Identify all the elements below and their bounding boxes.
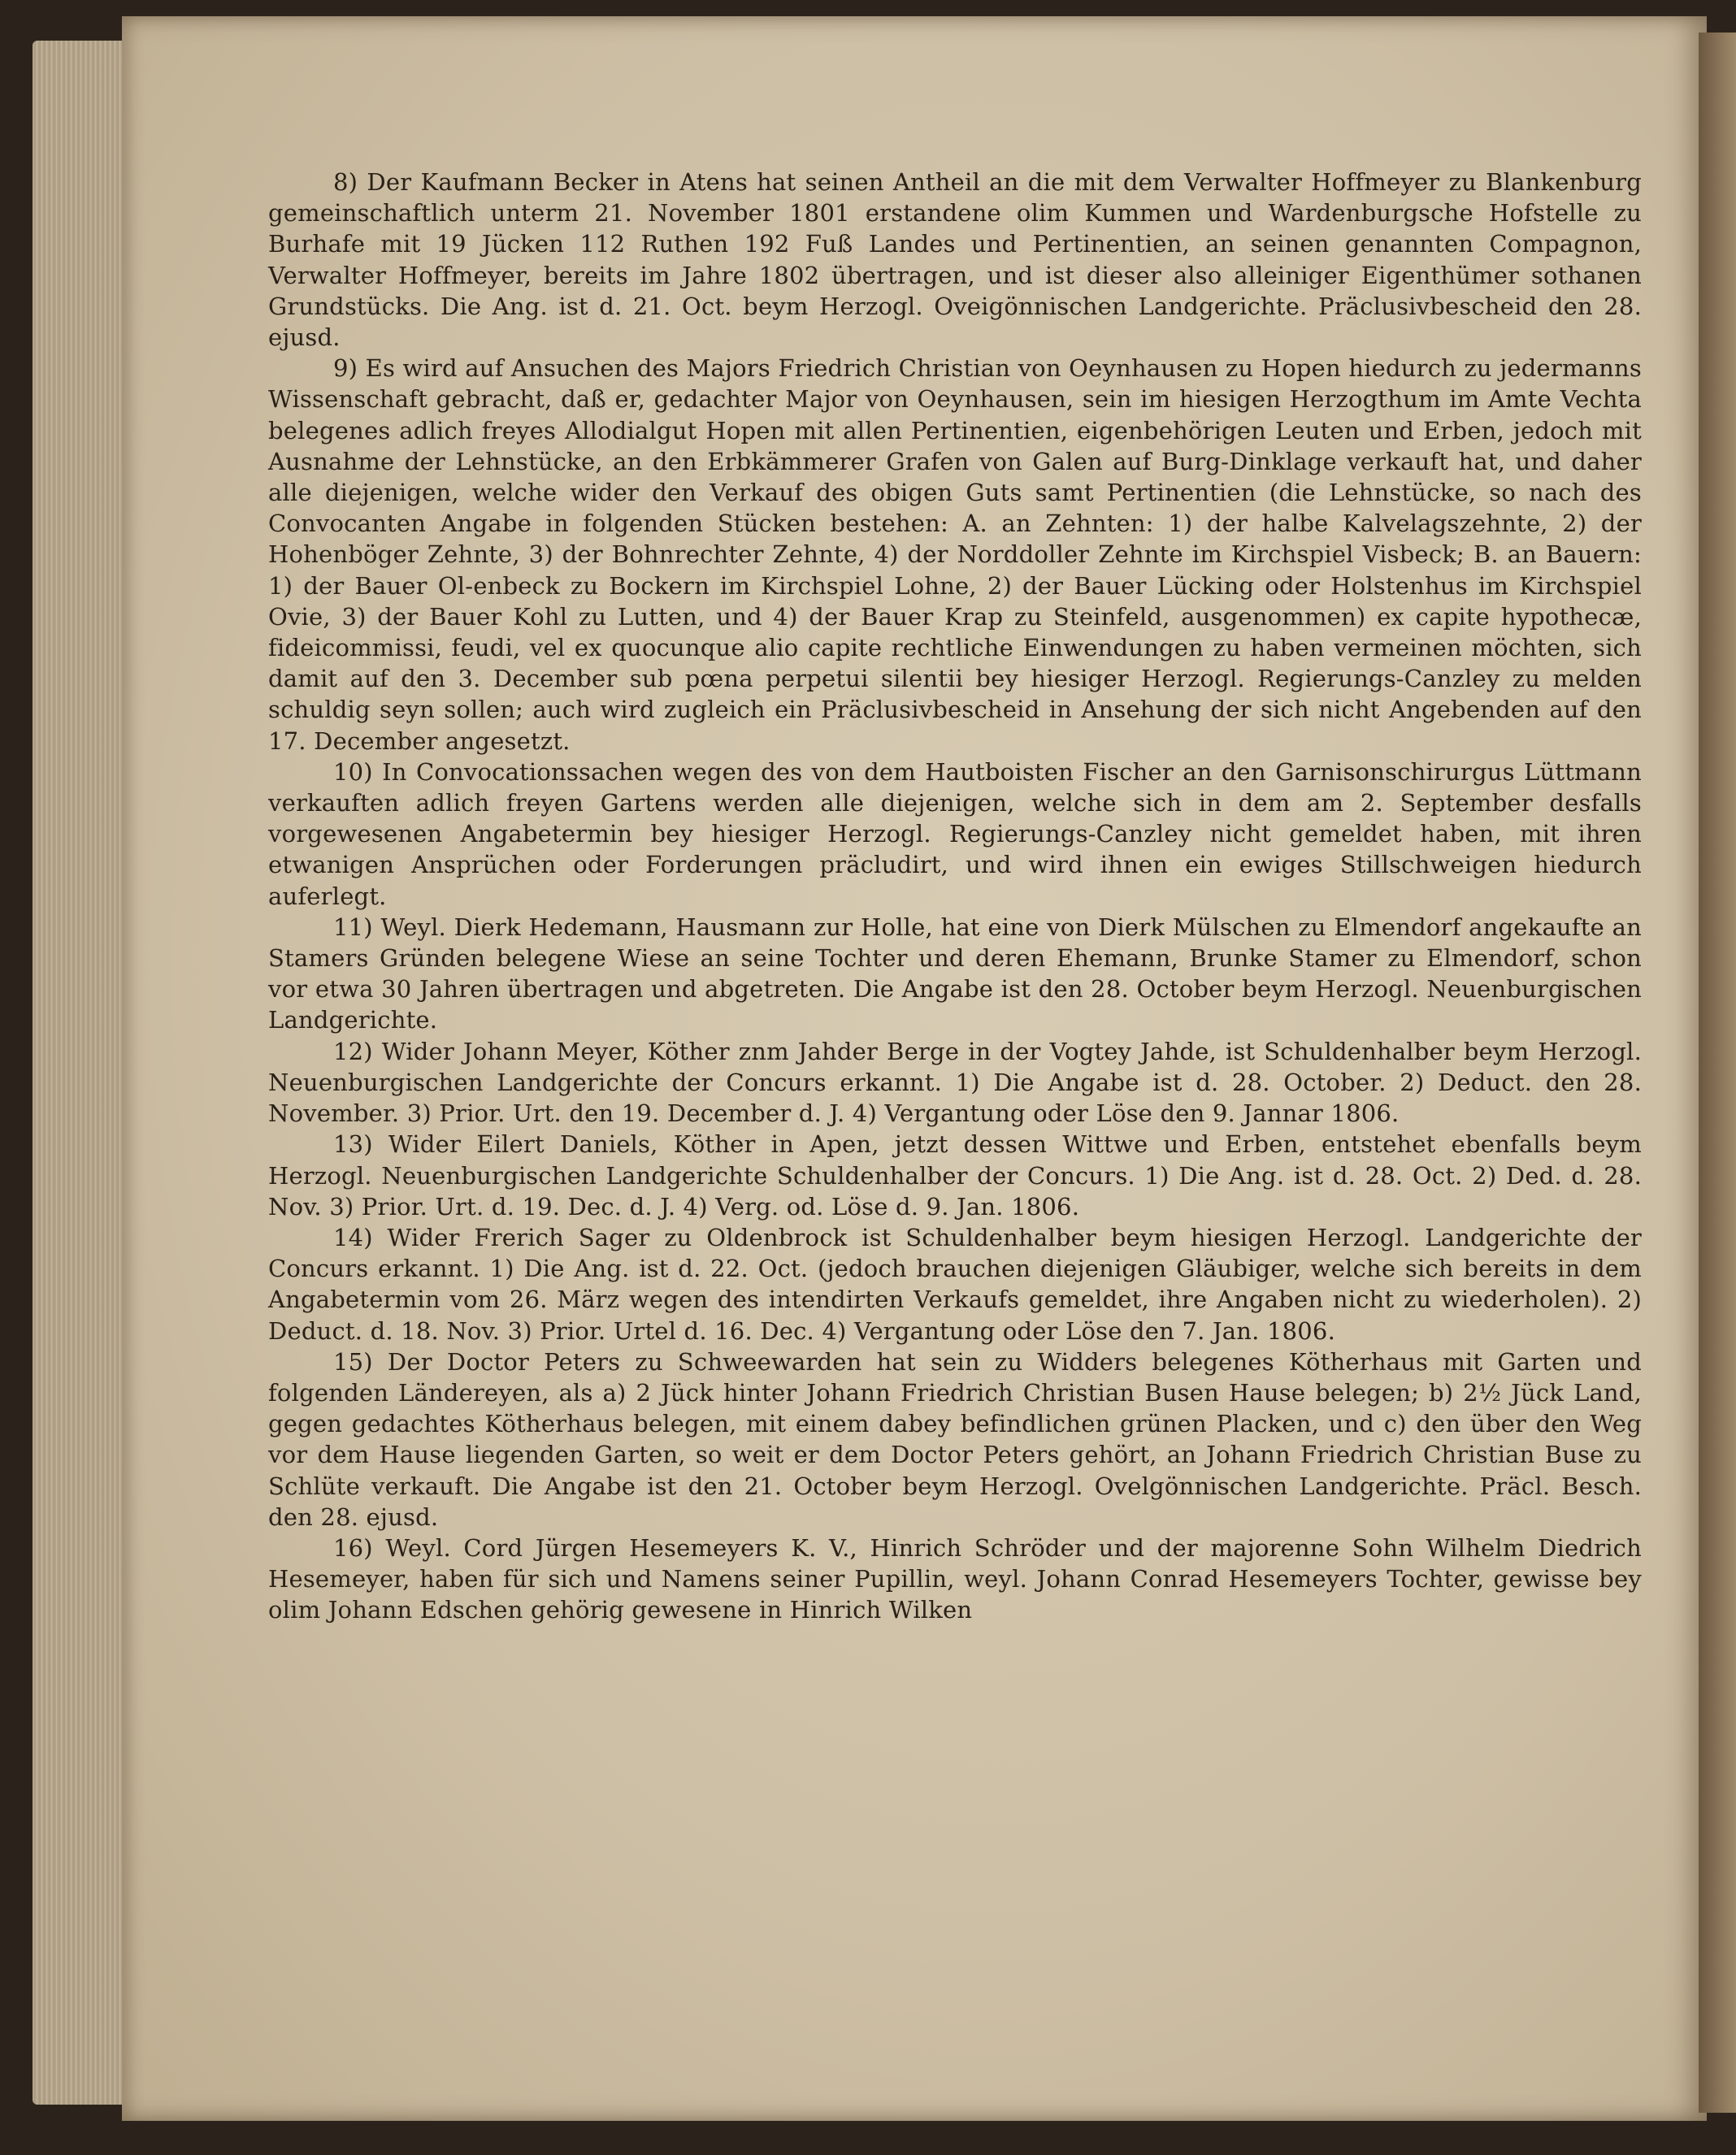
paragraph-9: 9) Es wird auf Ansuchen des Majors Friedrich Christian von Oeynhausen zu Hopen hiedurch zu jedermanns Wissenschaft gebracht, daß er, gedachter Major von Oeynhausen, sein im hiesigen Herzogthum im Amte Vechta belegenes adlich freyes Allodialgut Hopen mit allen Pertinentien, eigenbehörigen Leuten und Erben, jedoch mit Ausnahme der Lehnstücke, an den Erbkämmerer Grafen von Galen auf Burg-Dinklage verkauft hat, und daher alle diejenigen, welche wider den Verkauf des obigen Guts samt Pertinentien (die Lehnstücke, so nach des Convocanten Angabe in folgenden Stücken bestehen: A. an Zehnten: 1) der halbe Kalvelagszehnte, 2) der Hohenböger Zehnte, 3) der Bohnrechter Zehnte, 4) der Norddoller Zehnte im Kirchspiel Visbeck; B. an Bauern: 1) der Bauer Ol-enbeck zu Bockern im Kirchspiel Lohne, 2) der Bauer Lücking oder Holstenhus im Kirchspiel Ovie, 3) der Bauer Kohl zu Lutten, und 4) der Bauer Krap zu Steinfeld, ausgenommen) ex capite hypothecæ, fideicommissi, feudi, vel ex quocunque alio capite rechtliche Einwendungen zu haben vermeinen möchten, sich damit auf den 3. December sub pœna perpetui silentii bey hiesiger Herzogl. Regierungs-Canzley zu melden schuldig seyn sollen; auch wird zugleich ein Präclusivbescheid in Ansehung der sich nicht Angebenden auf den 17. December angesetzt. (268, 354, 1642, 755)
paragraph-13: 13) Wider Eilert Daniels, Köther in Apen, jetzt dessen Wittwe und Erben, entstehet ebenfalls beym Herzogl. Neuenburgischen Landgerichte Schuldenhalber der Concurs. 1) Die Ang. ist d. 28. Oct. 2) Ded. d. 28. Nov. 3) Prior. Urt. d. 19. Dec. d. J. 4) Verg. od. Löse d. 9. Jan. 1806. (268, 1130, 1642, 1221)
paragraph-14: 14) Wider Frerich Sager zu Oldenbrock ist Schuldenhalber beym hiesigen Herzogl. Landgerichte der Concurs erkannt. 1) Die Ang. ist d. 22. Oct. (jedoch brauchen diejenigen Gläubiger, welche sich bereits in dem Angabetermin vom 26. März wegen des intendirten Verkaufs gemeldet, ihre Angaben nicht zu wiederholen). 2) Deduct. d. 18. Nov. 3) Prior. Urtel d. 16. Dec. 4) Vergantung oder Löse den 7. Jan. 1806. (268, 1223, 1642, 1345)
paragraph-11: 11) Weyl. Dierk Hedemann, Hausmann zur Holle, hat eine von Dierk Mülschen zu Elmendorf angekaufte an Stamers Gründen belegene Wiese an seine Tochter und deren Ehemann, Brunke Stamer zu Elmendorf, schon vor etwa 30 Jahren übertragen und abgetreten. Die Angabe ist den 28. October beym Herzogl. Neuenburgischen Landgerichte. (268, 913, 1642, 1034)
paragraph-15: 15) Der Doctor Peters zu Schweewarden hat sein zu Widders belegenes Kötherhaus mit Garten und folgenden Ländereyen, als a) 2 Jück hinter Johann Friedrich Christian Busen Hause belegen; b) 2½ Jück Land, gegen gedachtes Kötherhaus belegen, mit einem dabey befindlichen grünen Placken, und c) den über den Weg vor dem Hause liegenden Garten, so weit er dem Doctor Peters gehört, an Johann Friedrich Christian Buse zu Schlüte verkauft. Die Angabe ist den 21. October beym Herzogl. Ovelgönnischen Landgerichte. Präcl. Besch. den 28. ejusd. (268, 1347, 1642, 1531)
paragraph-10: 10) In Convocationssachen wegen des von dem Hautboisten Fischer an den Garnisonschirurgus Lüttmann verkauften adlich freyen Gartens werden alle diejenigen, welche sich in dem am 2. September desfalls vorgewesenen Angabetermin bey hiesiger Herzogl. Regierungs-Canzley nicht gemeldet haben, mit ihren etwanigen Ansprüchen oder Forderungen präcludirt, und wird ihnen ein ewiges Stillschweigen hiedurch auferlegt. (268, 757, 1642, 910)
paragraph-8: 8) Der Kaufmann Becker in Atens hat seinen Antheil an die mit dem Verwalter Hoffmeyer zu Blankenburg gemeinschaftlich unterm 21. November 1801 erstandene olim Kummen und Wardenburgsche Hofstelle zu Burhafe mit 19 Jücken 112 Ruthen 192 Fuß Landes und Pertinentien, an seinen genannten Compagnon, Verwalter Hoffmeyer, bereits im Jahre 1802 übertragen, und ist dieser also alleiniger Eigenthümer sothanen Grundstücks. Die Ang. ist d. 21. Oct. beym Herzogl. Oveigönnischen Landgerichte. Präclusivbescheid den 28. ejusd. (268, 168, 1642, 352)
page-body-text (268, 167, 1642, 1626)
paragraph-16: 16) Weyl. Cord Jürgen Hesemeyers K. V., Hinrich Schröder und der majorenne Sohn Wilhelm Diedrich Hesemeyer, haben für sich und Namens seiner Pupillin, weyl. Johann Conrad Hesemeyers Tochter, gewisse bey olim Johann Edschen gehörig gewesene in Hinrich Wilken (268, 1533, 1642, 1624)
facing-page-edge (1699, 33, 1736, 2113)
paragraph-12: 12) Wider Johann Meyer, Köther znm Jahder Berge in der Vogtey Jahde, ist Schuldenhalber beym Herzogl. Neuenburgischen Landgerichte der Concurs erkannt. 1) Die Angabe ist d. 28. October. 2) Deduct. den 28. November. 3) Prior. Urt. den 19. December d. J. 4) Vergantung oder Löse den 9. Jannar 1806. (268, 1037, 1642, 1128)
